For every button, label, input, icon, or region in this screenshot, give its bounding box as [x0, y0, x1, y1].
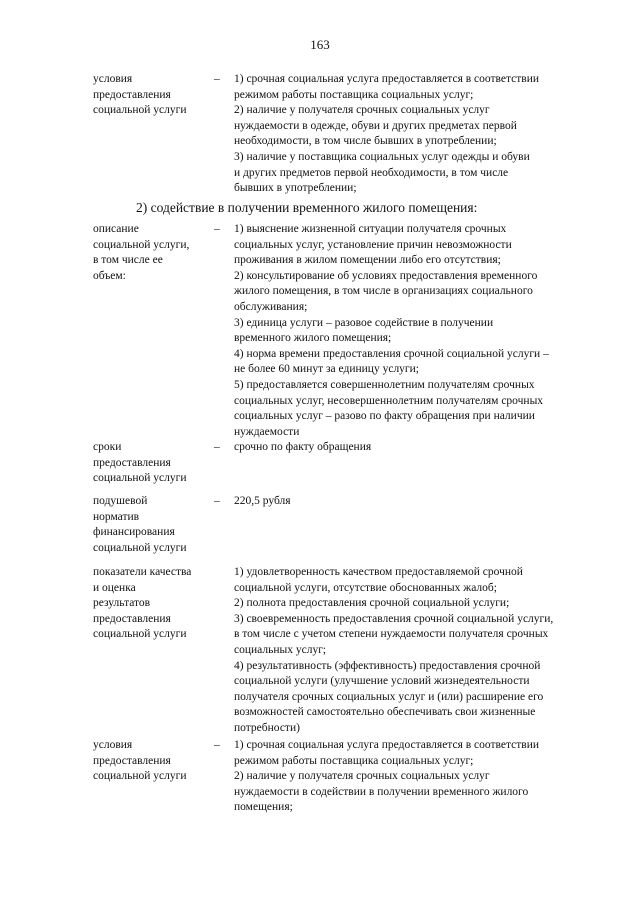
- label-line: сроки: [93, 441, 122, 453]
- funding-row: [93, 494, 583, 554]
- label-line: результатов: [93, 597, 151, 610]
- content-line: срочно по факту обращения: [234, 441, 372, 453]
- funding-block: [93, 494, 583, 554]
- row-dash: –: [214, 223, 220, 235]
- content-line: помещения;: [234, 801, 293, 814]
- content-line: временного жилого помещения;: [234, 332, 392, 345]
- label-line: в том числе ее: [93, 254, 163, 267]
- content-line: потребности): [234, 721, 300, 734]
- label-line: норматив: [93, 510, 140, 523]
- content-line: социальной услуги (улучшение условий жизнедеятельности: [234, 675, 530, 688]
- label-line: предоставления: [93, 612, 171, 625]
- content-line: режимом работы поставщика социальных услуг;: [234, 754, 474, 767]
- conditions-block-bottom: [93, 738, 583, 816]
- content-line: нуждаемости: [234, 425, 300, 438]
- content-line: режимом работы поставщика социальных услуг;: [234, 88, 474, 101]
- conditions-row-top: [93, 72, 583, 197]
- content-line: не более 60 минут за единицу услуги;: [234, 363, 419, 376]
- label-line: социальной услуги,: [93, 238, 190, 251]
- label-line: социальной услуги: [93, 770, 187, 783]
- conditions-block-top: [93, 72, 583, 197]
- quality-block: [93, 565, 583, 737]
- content-line: 4) результативность (эффективность) предоставления срочной: [234, 659, 541, 672]
- section-title: 2) содействие в получении временного жилого помещения:: [136, 200, 478, 215]
- label-line: объем:: [93, 269, 126, 282]
- content-line: социальных услуг;: [234, 643, 327, 656]
- description-row: [93, 222, 583, 440]
- row-content: [234, 72, 583, 197]
- content-line: нуждаемости в содействии в получении временного жилого: [234, 785, 529, 798]
- label-line: подушевой: [93, 495, 148, 507]
- row-label: [93, 565, 211, 643]
- content-line: нуждаемости в одежде, обуви и других предметах первой: [234, 119, 517, 132]
- content-line: жилого помещения, в том числе в организациях социального: [234, 285, 533, 298]
- content-line: и других предметов первой необходимости, в том числе: [234, 166, 509, 179]
- label-line: предоставления: [93, 456, 171, 469]
- content-line: 4) норма времени предоставления срочной социальной услуги –: [234, 347, 549, 360]
- content-line: 2) полнота предоставления срочной социальной услуги;: [234, 597, 510, 610]
- content-line: 5) предоставляется совершеннолетним получателям срочных: [234, 378, 535, 391]
- label-line: социальной услуги: [93, 541, 187, 554]
- row-label: [93, 222, 211, 284]
- row-content: [234, 565, 583, 737]
- row-dash: –: [214, 441, 220, 453]
- content-line: 1) удовлетворенность качеством предоставляемой срочной: [234, 566, 523, 578]
- content-line: 1) выяснение жизненной ситуации получателя срочных: [234, 223, 507, 235]
- content-line: бывших в употреблении;: [234, 182, 357, 195]
- content-line: проживания в жилом помещении либо его отсутствия;: [234, 254, 501, 267]
- content-line: 3) единица услуги – разовое содействие в получении: [234, 316, 494, 329]
- label-line: социальной услуги: [93, 104, 187, 117]
- content-line: социальных услуг – разово по факту обращения при наличии: [234, 410, 535, 423]
- label-line: условия: [93, 73, 133, 85]
- label-line: описание: [93, 223, 139, 235]
- content-line: 1) срочная социальная услуга предоставляется в соответствии: [234, 739, 540, 751]
- row-content: [234, 494, 583, 510]
- content-line: обслуживания;: [234, 300, 308, 313]
- label-line: социальной услуги: [93, 628, 187, 641]
- conditions-row-bottom: [93, 738, 583, 816]
- terms-row: [93, 440, 583, 485]
- row-content: [234, 222, 583, 440]
- label-line: показатели качества: [93, 566, 192, 578]
- content-line: 1) срочная социальная услуга предоставляется в соответствии: [234, 73, 540, 85]
- quality-row: [93, 565, 583, 737]
- content-line: необходимости, в том числе бывших в употреблении;: [234, 135, 497, 148]
- label-line: предоставления: [93, 88, 171, 101]
- row-content: [234, 440, 583, 456]
- content-line: 3) наличие у поставщика социальных услуг одежды и обуви: [234, 150, 530, 163]
- terms-block: [93, 440, 583, 485]
- content-line: возможностей самостоятельно обеспечивать свои жизненные: [234, 706, 536, 719]
- row-content: [234, 738, 583, 816]
- label-line: и оценка: [93, 581, 136, 594]
- content-line: социальной услуги, отсутствие обоснованных жалоб;: [234, 581, 497, 594]
- content-line: социальных услуг, установление причин невозможности: [234, 238, 512, 251]
- row-dash: –: [214, 495, 220, 507]
- description-block: [93, 222, 583, 440]
- label-line: предоставления: [93, 754, 171, 767]
- row-dash: –: [214, 739, 220, 751]
- page-number: 163: [310, 37, 330, 52]
- label-line: социальной услуги: [93, 472, 187, 485]
- label-line: условия: [93, 739, 133, 751]
- row-label: [93, 494, 211, 556]
- row-label: [93, 440, 211, 487]
- row-label: [93, 738, 211, 785]
- label-line: финансирования: [93, 526, 175, 539]
- content-line: 2) наличие у получателя срочных социальных услуг: [234, 104, 490, 117]
- row-dash: –: [214, 73, 220, 85]
- content-line: в том числе с учетом степени нуждаемости получателя срочных: [234, 628, 549, 641]
- content-line: социальных услуг, несовершеннолетним получателям срочных: [234, 394, 544, 407]
- row-label: [93, 72, 211, 119]
- content-line: 2) наличие у получателя срочных социальных услуг: [234, 770, 490, 783]
- content-line: получателя срочных социальных услуг и (или) расширение его: [234, 690, 544, 703]
- content-line: 2) консультирование об условиях предоставления временного: [234, 269, 538, 282]
- content-line: 220,5 рубля: [234, 495, 291, 507]
- content-line: 3) своевременность предоставления срочной социальной услуги,: [234, 612, 554, 625]
